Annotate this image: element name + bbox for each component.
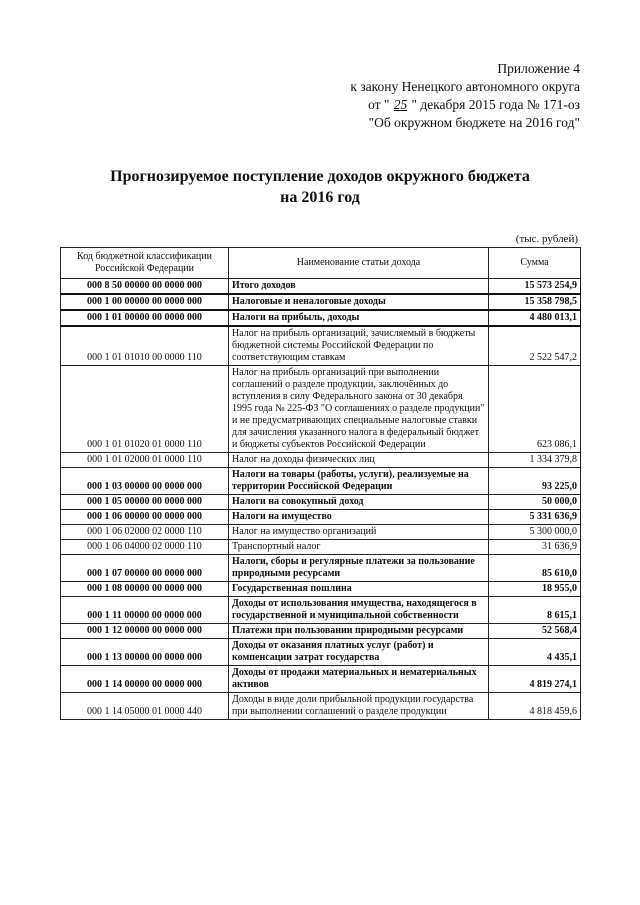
table-row <box>61 495 581 510</box>
row-code: 000 1 06 04000 02 0000 110 <box>61 540 229 555</box>
row-name: Налог на прибыль организаций, зачисляемый в бюджеты бюджетной системы Российской Федерации по соответствующим ставкам <box>229 326 489 366</box>
row-code: 000 1 01 01010 00 0000 110 <box>61 326 229 366</box>
appendix-law-title: "Об окружном бюджете на 2016 год" <box>368 115 580 130</box>
table-row <box>61 525 581 540</box>
table-row <box>61 666 581 693</box>
row-amount: 8 615,1 <box>489 597 581 624</box>
table-row <box>61 310 581 326</box>
row-amount: 5 300 000,0 <box>489 525 581 540</box>
table-body <box>61 279 581 720</box>
table-row <box>61 279 581 295</box>
row-code: 000 1 12 00000 00 0000 000 <box>61 624 229 639</box>
row-amount: 50 000,0 <box>489 495 581 510</box>
row-amount: 85 610,0 <box>489 555 581 582</box>
row-amount: 31 636,9 <box>489 540 581 555</box>
appendix-law: к закону Ненецкого автономного округа <box>350 79 580 94</box>
table-header-row <box>61 248 581 279</box>
page-title <box>60 166 580 208</box>
row-amount: 18 955,0 <box>489 582 581 597</box>
table-row <box>61 326 581 366</box>
table-row <box>61 540 581 555</box>
row-amount: 623 086,1 <box>489 366 581 453</box>
row-code: 000 1 05 00000 00 0000 000 <box>61 495 229 510</box>
row-code: 000 1 06 00000 00 0000 000 <box>61 510 229 525</box>
page-title-line2: на 2016 год <box>280 189 360 206</box>
table-row <box>61 555 581 582</box>
row-name: Налоги, сборы и регулярные платежи за пользование природными ресурсами <box>229 555 489 582</box>
row-amount: 5 331 636,9 <box>489 510 581 525</box>
row-name: Налоговые и неналоговые доходы <box>229 294 489 310</box>
row-name: Доходы от продажи материальных и нематериальных активов <box>229 666 489 693</box>
table-row <box>61 510 581 525</box>
units-label: (тыс. рублей) <box>515 233 578 245</box>
row-code: 000 1 08 00000 00 0000 000 <box>61 582 229 597</box>
row-name: Налог на прибыль организаций при выполнении соглашений о разделе продукции, заключённых до вступления в силу Федерального закона от 30 декабря 1995 года № 225-ФЗ "О соглашениях о разделе продукции" и не предусматривающих специальные налоговые ставки для зачисления указанного налога в федеральный бюджет и бюджеты субъектов Российской Федерации <box>229 366 489 453</box>
table-row <box>61 294 581 310</box>
appendix-number: Приложение 4 <box>497 61 580 76</box>
row-amount: 4 480 013,1 <box>489 310 581 326</box>
row-code: 000 1 01 00000 00 0000 000 <box>61 310 229 326</box>
appendix-date <box>350 96 580 114</box>
header-code: Код бюджетной классификации Российской Федерации <box>61 248 229 279</box>
row-name: Транспортный налог <box>229 540 489 555</box>
appendix-date-prefix: от " <box>368 97 390 112</box>
row-code: 000 1 14 05000 01 0000 440 <box>61 693 229 720</box>
table-row <box>61 468 581 495</box>
row-code: 000 1 01 01020 01 0000 110 <box>61 366 229 453</box>
row-amount: 15 573 254,9 <box>489 279 581 295</box>
revenue-table <box>60 247 581 720</box>
page-title-line1: Прогнозируемое поступление доходов окружного бюджета <box>110 168 530 185</box>
row-amount: 4 435,1 <box>489 639 581 666</box>
row-name: Доходы от использования имущества, находящегося в государственной и муниципальной собственности <box>229 597 489 624</box>
header-amount: Сумма <box>489 248 581 279</box>
row-amount: 4 819 274,1 <box>489 666 581 693</box>
row-name: Доходы в виде доли прибыльной продукции государства при выполнении соглашений о разделе продукции <box>229 693 489 720</box>
row-code: 000 1 14 00000 00 0000 000 <box>61 666 229 693</box>
row-code: 000 8 50 00000 00 0000 000 <box>61 279 229 295</box>
row-code: 000 1 00 00000 00 0000 000 <box>61 294 229 310</box>
row-name: Налог на доходы физических лиц <box>229 453 489 468</box>
row-code: 000 1 01 02000 01 0000 110 <box>61 453 229 468</box>
row-amount: 93 225,0 <box>489 468 581 495</box>
table-row <box>61 624 581 639</box>
row-name: Налог на имущество организаций <box>229 525 489 540</box>
row-name: Налоги на товары (работы, услуги), реализуемые на территории Российской Федерации <box>229 468 489 495</box>
row-code: 000 1 13 00000 00 0000 000 <box>61 639 229 666</box>
table-row <box>61 582 581 597</box>
row-amount: 15 358 798,5 <box>489 294 581 310</box>
row-amount: 52 568,4 <box>489 624 581 639</box>
row-code: 000 1 07 00000 00 0000 000 <box>61 555 229 582</box>
row-name: Итого доходов <box>229 279 489 295</box>
row-code: 000 1 06 02000 02 0000 110 <box>61 525 229 540</box>
row-name: Налоги на имущество <box>229 510 489 525</box>
row-name: Государственная пошлина <box>229 582 489 597</box>
row-code: 000 1 11 00000 00 0000 000 <box>61 597 229 624</box>
table-row <box>61 693 581 720</box>
row-name: Платежи при пользовании природными ресурсами <box>229 624 489 639</box>
appendix-date-suffix: " декабря 2015 года № 171-оз <box>411 97 580 112</box>
table-row <box>61 366 581 453</box>
table-row <box>61 639 581 666</box>
row-amount: 1 334 379,8 <box>489 453 581 468</box>
header-name: Наименование статьи дохода <box>229 248 489 279</box>
row-amount: 2 522 547,2 <box>489 326 581 366</box>
appendix-date-day: 25 <box>393 97 408 112</box>
row-name: Налоги на совокупный доход <box>229 495 489 510</box>
row-code: 000 1 03 00000 00 0000 000 <box>61 468 229 495</box>
table-row <box>61 453 581 468</box>
row-amount: 4 818 459,6 <box>489 693 581 720</box>
appendix-block <box>350 60 580 132</box>
row-name: Доходы от оказания платных услуг (работ) и компенсации затрат государства <box>229 639 489 666</box>
row-name: Налоги на прибыль, доходы <box>229 310 489 326</box>
table-row <box>61 597 581 624</box>
